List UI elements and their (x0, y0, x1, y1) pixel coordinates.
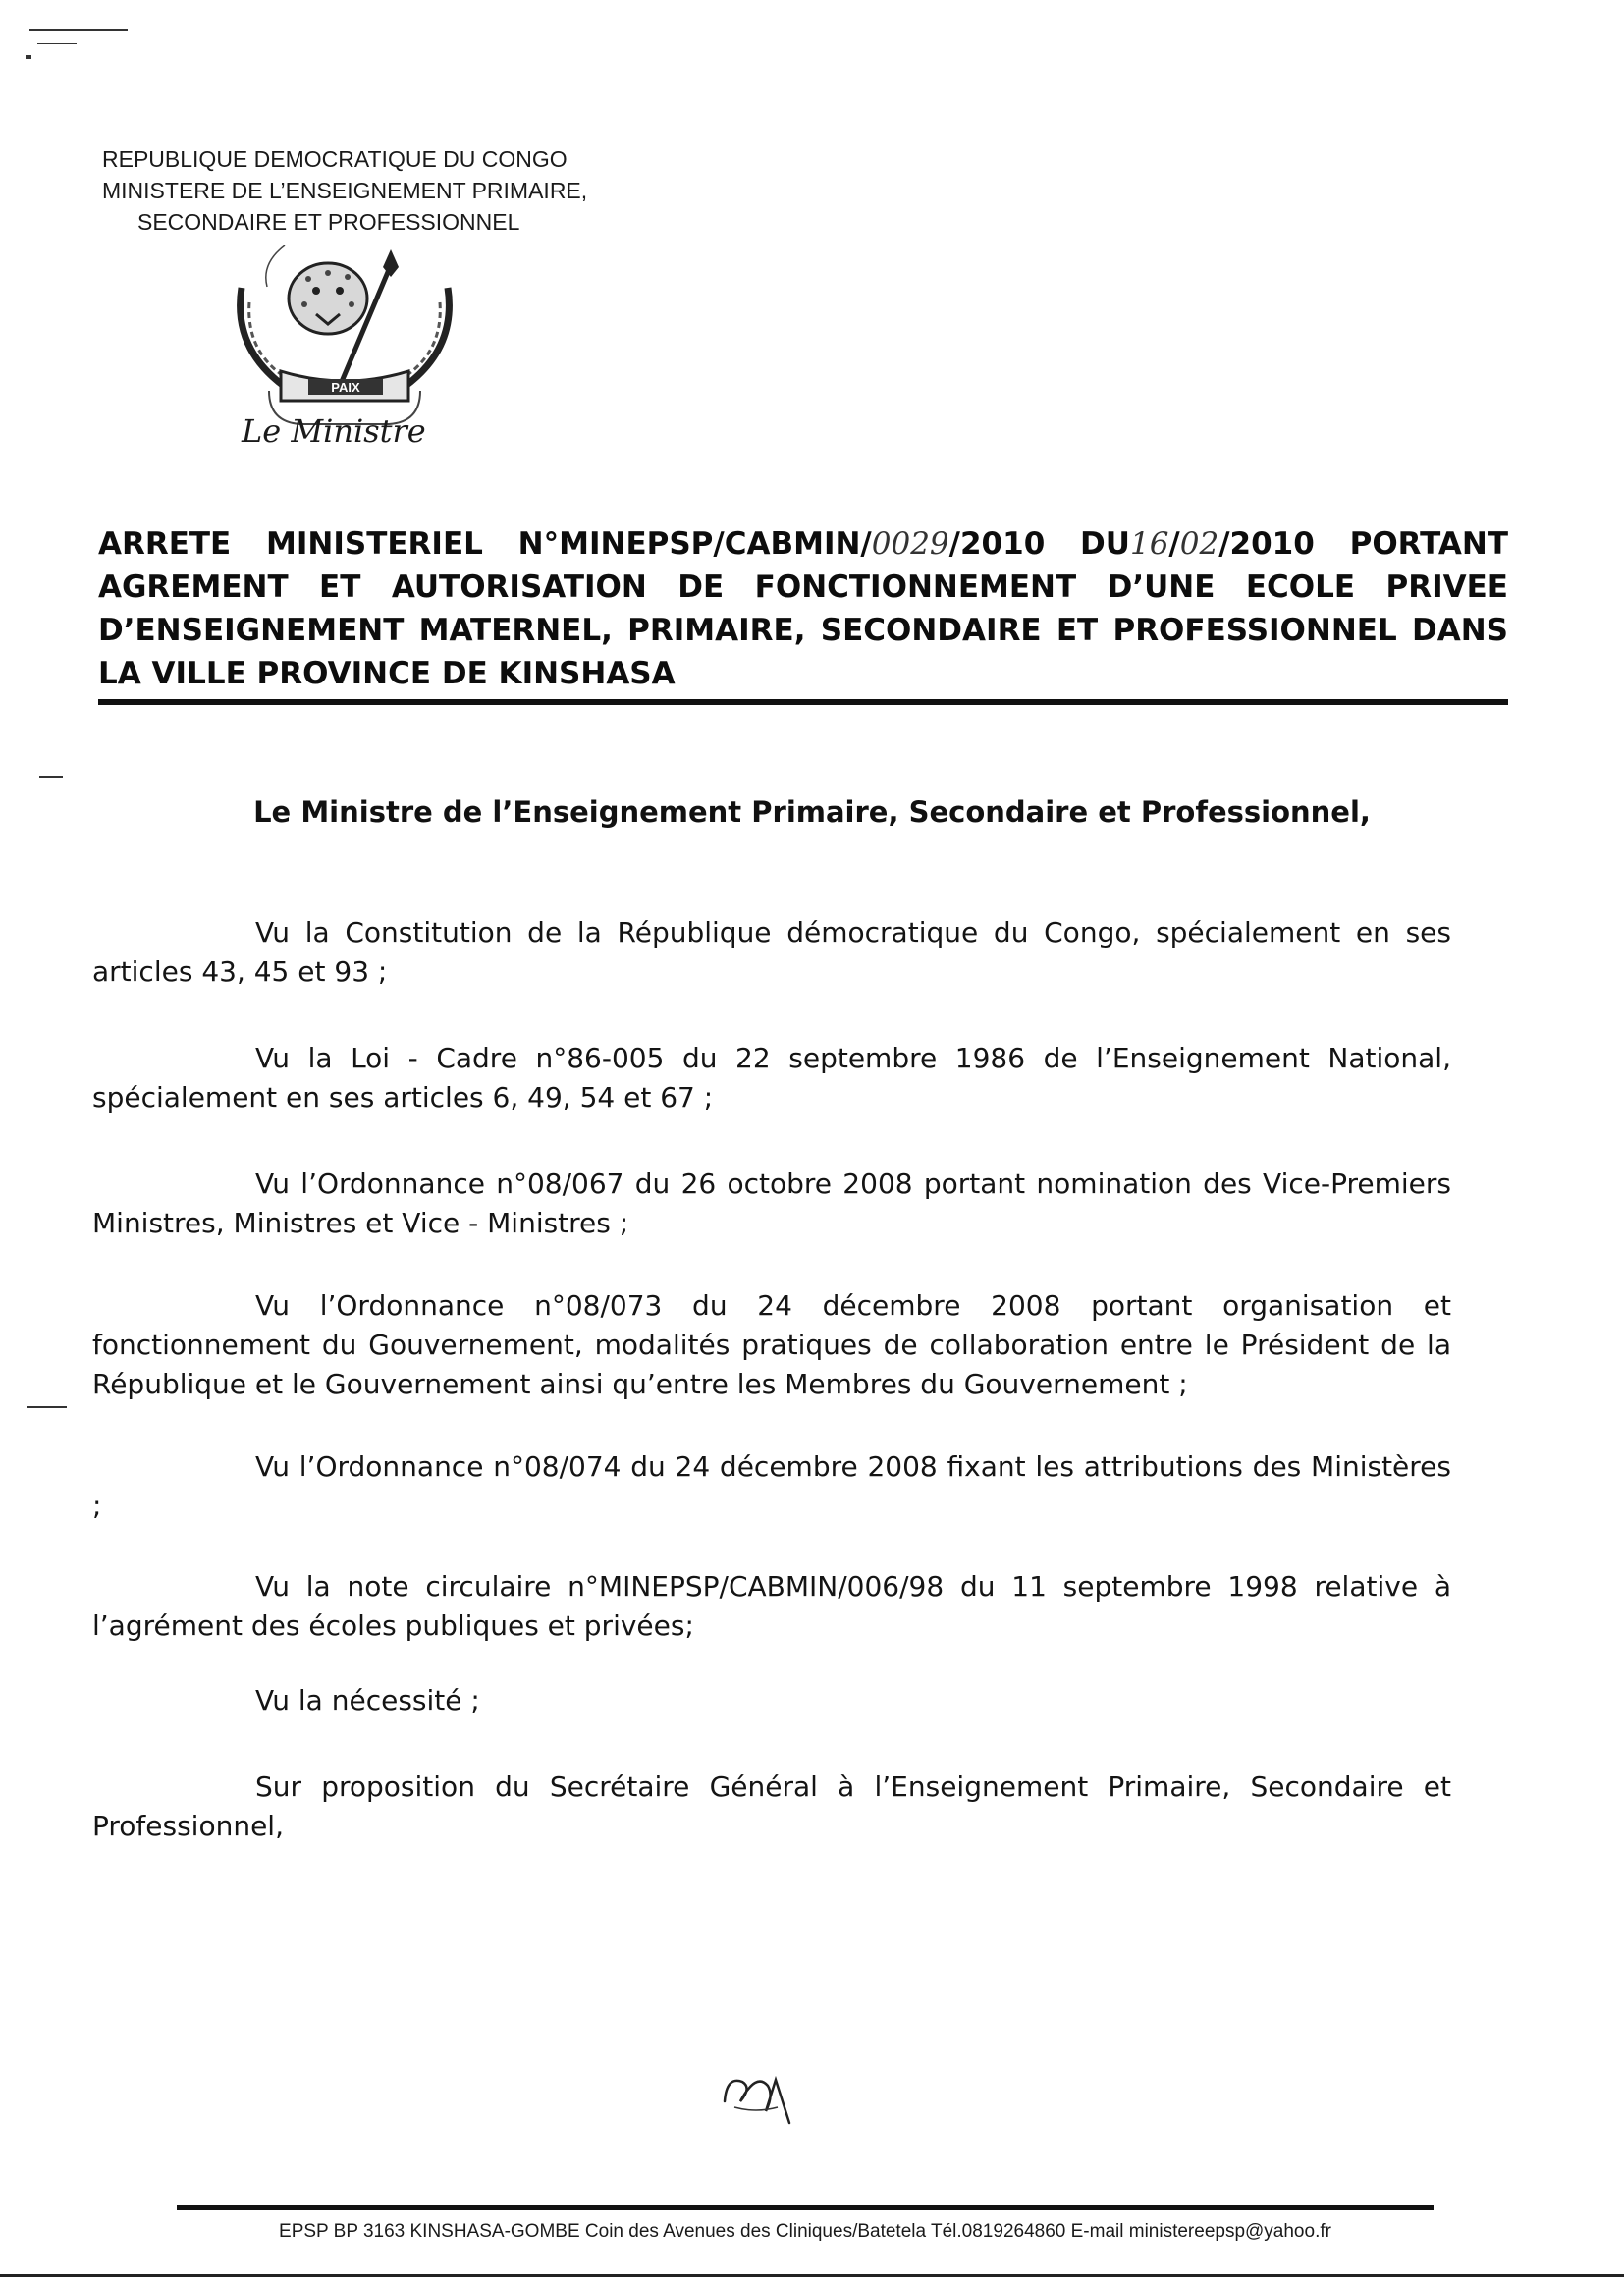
title-part-3: / (1168, 526, 1180, 562)
handwritten-day: 16 (1129, 526, 1169, 562)
title-part-2: /2010 DU (948, 526, 1130, 562)
title-part-1: ARRETE MINISTERIEL N°MINEPSP/CABMIN/ (98, 526, 872, 562)
emblem-motto: PAIX (331, 380, 360, 395)
scan-mark (37, 43, 77, 44)
minister-signature-title: Le Ministre (242, 412, 426, 450)
letterhead-ministry: MINISTERE DE L’ENSEIGNEMENT PRIMAIRE, (102, 178, 588, 203)
letterhead (102, 143, 652, 238)
footer-contact: EPSP BP 3163 KINSHASA-GOMBE Coin des Avenues des Cliniques/Batetela Tél.0819264860 E-mail ministereepsp@yahoo.fr (279, 2221, 1331, 2242)
paragraph-ordonnance-073: Vu l’Ordonnance n°08/073 du 24 décembre 2008 portant organisation et fonctionnement du Gouvernement, modalités pratiques de collaboration entre le Président de la République et le Gouvernement ainsi qu’entre les Membres du Gouvernement ; (92, 1289, 1451, 1400)
decree-title (98, 522, 1508, 695)
paragraph-constitution: Vu la Constitution de la République démocratique du Congo, spécialement en ses articles 43, 45 et 93 ; (92, 916, 1451, 988)
letterhead-country: REPUBLIQUE DEMOCRATIQUE DU CONGO (102, 146, 568, 172)
coat-of-arms-emblem (222, 244, 467, 430)
paragraph-ordonnance-074: Vu l’Ordonnance n°08/074 du 24 décembre 2008 fixant les attributions des Ministères ; (92, 1450, 1451, 1522)
letterhead-ministry-cont: SECONDAIRE ET PROFESSIONNEL (137, 209, 520, 235)
scan-mark (27, 1406, 67, 1408)
paragraph-proposition: Sur proposition du Secrétaire Général à l’Enseignement Primaire, Secondaire et Professionnel, (92, 1770, 1451, 1842)
scan-edge (0, 2274, 1624, 2277)
paragraph-ordonnance-067: Vu l’Ordonnance n°08/067 du 26 octobre 2008 portant nomination des Vice-Premiers Ministres, Ministres et Vice - Ministres ; (92, 1168, 1451, 1239)
paragraph-loi-cadre: Vu la Loi - Cadre n°86-005 du 22 septembre 1986 de l’Enseignement National, spécialement en ses articles 6, 49, 54 et 67 ; (92, 1042, 1451, 1114)
paragraph-necessite: Vu la nécessité ; (255, 1684, 480, 1716)
title-divider (98, 699, 1508, 705)
handwritten-month: 02 (1179, 526, 1219, 562)
minister-salutation: Le Ministre de l’Enseignement Primaire, Secondaire et Professionnel, (253, 795, 1371, 829)
scan-mark (29, 29, 128, 31)
handwritten-decree-number: 0029 (871, 526, 949, 562)
footer-divider (177, 2205, 1434, 2210)
title-part-4: /2010 PORTANT AGREMENT ET AUTORISATION DE FONCTIONNEMENT D’UNE ECOLE PRIVEE D’ENSEIGNEMENT MATERNEL, PRIMAIRE, SECONDAIRE ET PROFESSIONNEL DANS LA VILLE PROVINCE DE KINSHASA (98, 526, 1508, 691)
paragraph-note-circulaire: Vu la note circulaire n°MINEPSP/CABMIN/006/98 du 11 septembre 1998 relative à l’agrément des écoles publiques et privées; (92, 1570, 1451, 1642)
scan-mark (26, 55, 31, 59)
handwritten-initials (717, 2062, 805, 2131)
scan-mark (39, 776, 63, 778)
